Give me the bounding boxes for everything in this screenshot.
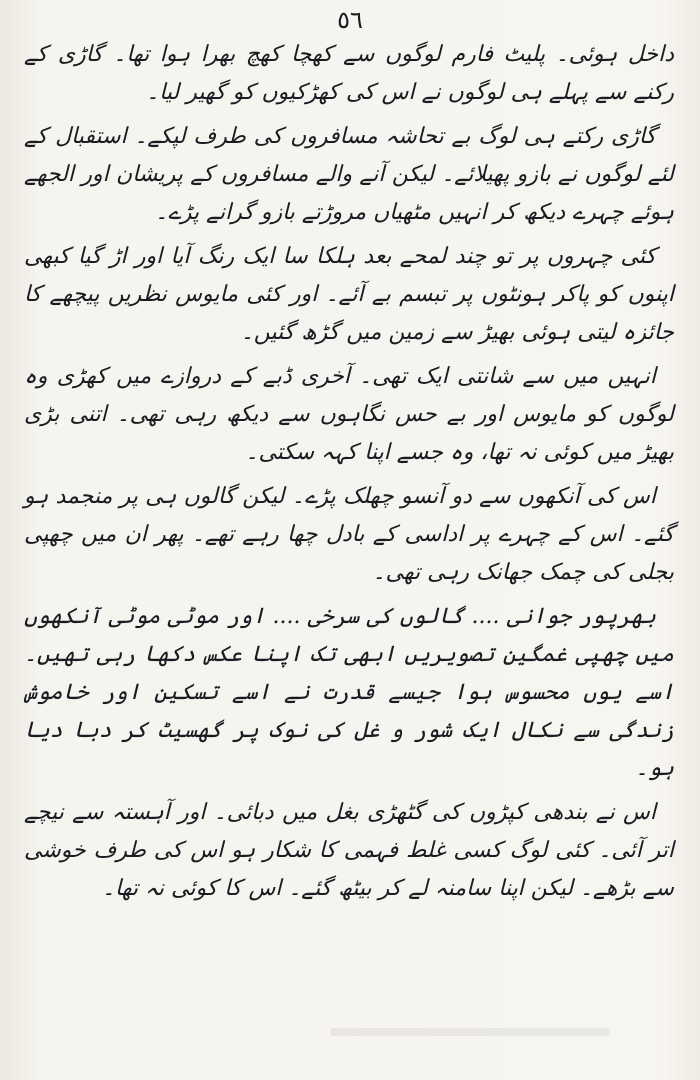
paragraph: بھرپور جوانی .... گالوں کی سرخی .... اور موٹی موٹی آنکھوں میں چھپی غمگین تصویریں ابھی تک اپنا عکس دکھا رہی تھیں۔ اسے یوں محسوس ہوا جیسے قدرت نے اسے تسکین اور خاموش زندگی سے نکال ایک شور و غل کی نوک پر گھسیٹ کر دبا دیا ہو۔ bbox=[24, 604, 674, 781]
paragraph: گاڑی رکتے ہی لوگ بے تحاشہ مسافروں کی طرف لپکے۔ استقبال کے لئے لوگوں نے بازو پھیلائے۔ لیکن آنے والے مسافروں کے پریشان اور الجھے ہوئے چہرے دیکھ کر انہیں مٹھیاں مروڑتے بازو گرانے پڑے۔ bbox=[24, 124, 674, 225]
paragraph: کئی چہروں پر تو چند لمحے بعد ہلکا سا ایک رنگ آیا اور اڑ گیا کبھی اپنوں کو پاکر ہونٹوں پر تبسم بے آئے۔ اور کئی مایوس نظریں پیچھے کا جائزہ لیتی ہوئی بھیڑ سے زمین میں گڑھ گئیں۔ bbox=[24, 244, 674, 345]
paragraph: داخل ہوئی۔ پلیٹ فارم لوگوں سے کھچا کھچ بھرا ہوا تھا۔ گاڑی کے رکنے سے پہلے ہی لوگوں نے اس کی کھڑکیوں کو گھیر لیا۔ bbox=[24, 42, 674, 105]
paragraph: انہیں میں سے شانتی ایک تھی۔ آخری ڈبے کے دروازے میں کھڑی وہ لوگوں کو مایوس اور بے حس نگاہوں سے دیکھ رہی تھی۔ اتنی بڑی بھیڑ میں کوئی نہ تھا، وہ جسے اپنا کہہ سکتی۔ bbox=[24, 364, 674, 465]
paragraph: اس کی آنکھوں سے دو آنسو چھلک پڑے۔ لیکن گالوں ہی پر منجمد ہو گئے۔ اس کے چہرے پر اداسی کے بادل چھا رہے تھے۔ پھر ان میں چھپی بجلی کی چمک جھانک رہی تھی۔ bbox=[24, 484, 674, 585]
page-smudge bbox=[330, 1028, 610, 1036]
page-body bbox=[24, 36, 674, 914]
page-number: ٥٦ bbox=[337, 6, 363, 34]
paragraph: اس نے بندھی کپڑوں کی گٹھڑی بغل میں دبائی۔ اور آہستہ سے نیچے اتر آئی۔ کئی لوگ کسی غلط فہمی کا شکار ہو اس کی طرف خوشی سے بڑھے۔ لیکن اپنا سامنہ لے کر بیٹھ گئے۔ اس کا کوئی نہ تھا۔ bbox=[24, 800, 674, 901]
